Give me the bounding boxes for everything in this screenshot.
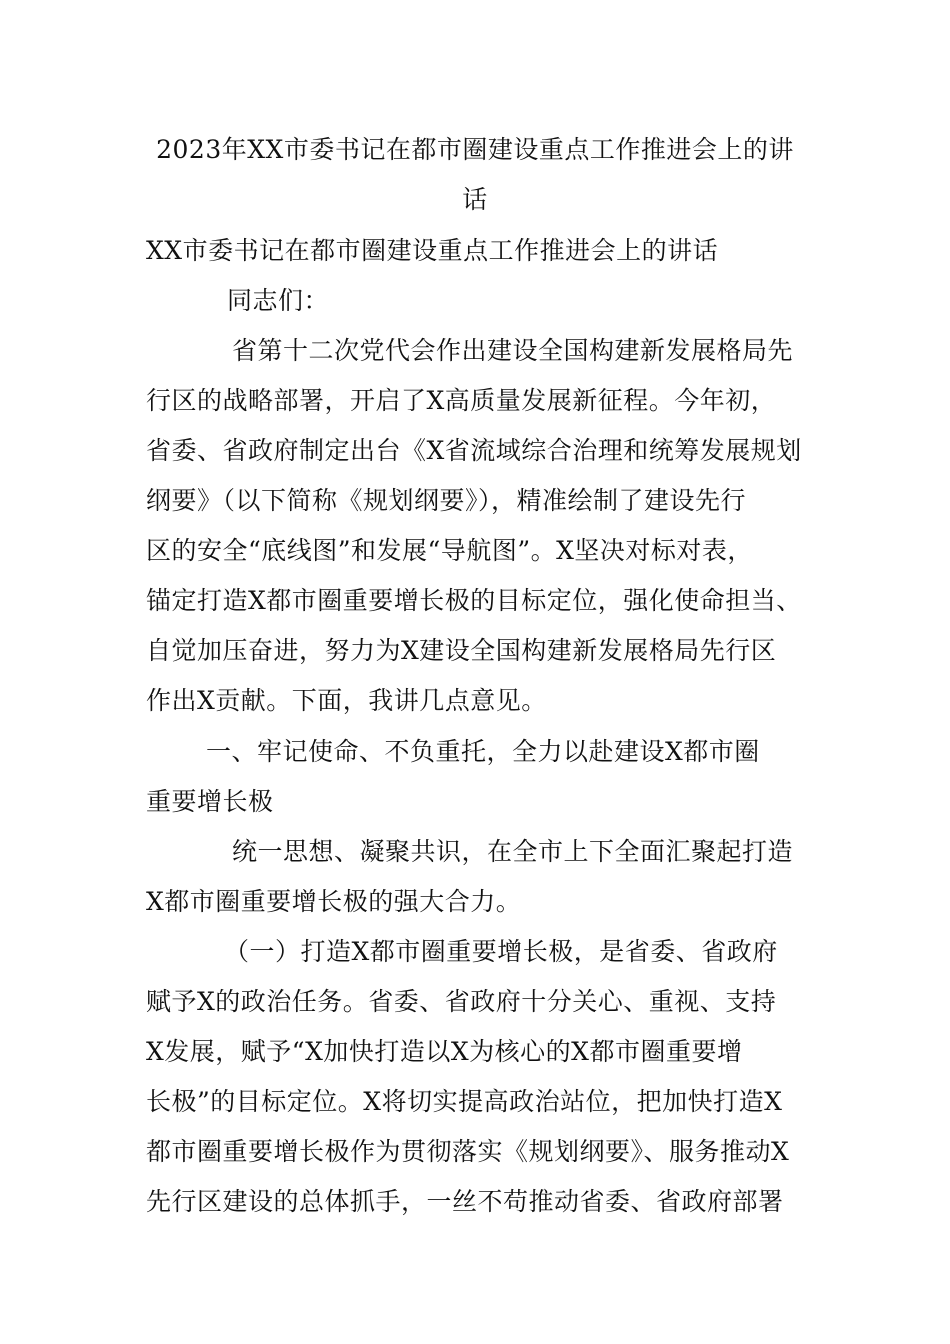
paragraph-line: 省第十二次党代会作出建设全国构建新发展格局先 <box>232 336 794 365</box>
paragraph-line: 先行区建设的总体抓手，一丝不苟推动省委、省政府部署 <box>146 1187 784 1216</box>
paragraph-line: 锚定打造X都市圈重要增长极的目标定位，强化使命担当、 <box>146 586 802 615</box>
section-heading: 一、牢记使命、不负重托，全力以赴建设X都市圈 <box>206 737 760 766</box>
paragraph-line: 行区的战略部署，开启了X高质量发展新征程。今年初， <box>146 386 777 415</box>
paragraph-line: 纲要》（以下简称《规划纲要》），精准绘制了建设先行 <box>146 486 747 515</box>
paragraph-line: 长极”的目标定位。X将切实提高政治站位，把加快打造X <box>146 1087 783 1116</box>
paragraph-line: 统一思想、凝聚共识，在全市上下全面汇聚起打造 <box>232 837 794 866</box>
greeting: 同志们： <box>227 286 330 315</box>
paragraph-line: 省委、省政府制定出台《X省流域综合治理和统筹发展规划 <box>146 436 802 465</box>
paragraph-line: 区的安全“底线图”和发展“导航图”。X坚决对标对表， <box>146 536 753 565</box>
document-subtitle: XX市委书记在都市圈建设重点工作推进会上的讲话 <box>146 236 719 265</box>
subsection-line: （一）打造X都市圈重要增长极，是省委、省政府 <box>224 937 778 966</box>
paragraph-line: 自觉加压奋进，努力为X建设全国构建新发展格局先行区 <box>146 636 777 665</box>
document-title-line-2: 话 <box>462 185 488 214</box>
paragraph-line: X发展，赋予“X加快打造以X为核心的X都市圈重要增 <box>146 1037 743 1066</box>
paragraph-line: 都市圈重要增长极作为贯彻落实《规划纲要》、服务推动X <box>146 1137 790 1166</box>
paragraph-line: 作出X贡献。下面，我讲几点意见。 <box>146 686 547 715</box>
document-title-line-1: 2023年XX市委书记在都市圈建设重点工作推进会上的讲 <box>156 135 794 164</box>
paragraph-line: 赋予X的政治任务。省委、省政府十分关心、重视、支持 <box>146 987 777 1016</box>
section-heading: 重要增长极 <box>146 787 274 816</box>
paragraph-line: X都市圈重要增长极的强大合力。 <box>146 887 522 916</box>
